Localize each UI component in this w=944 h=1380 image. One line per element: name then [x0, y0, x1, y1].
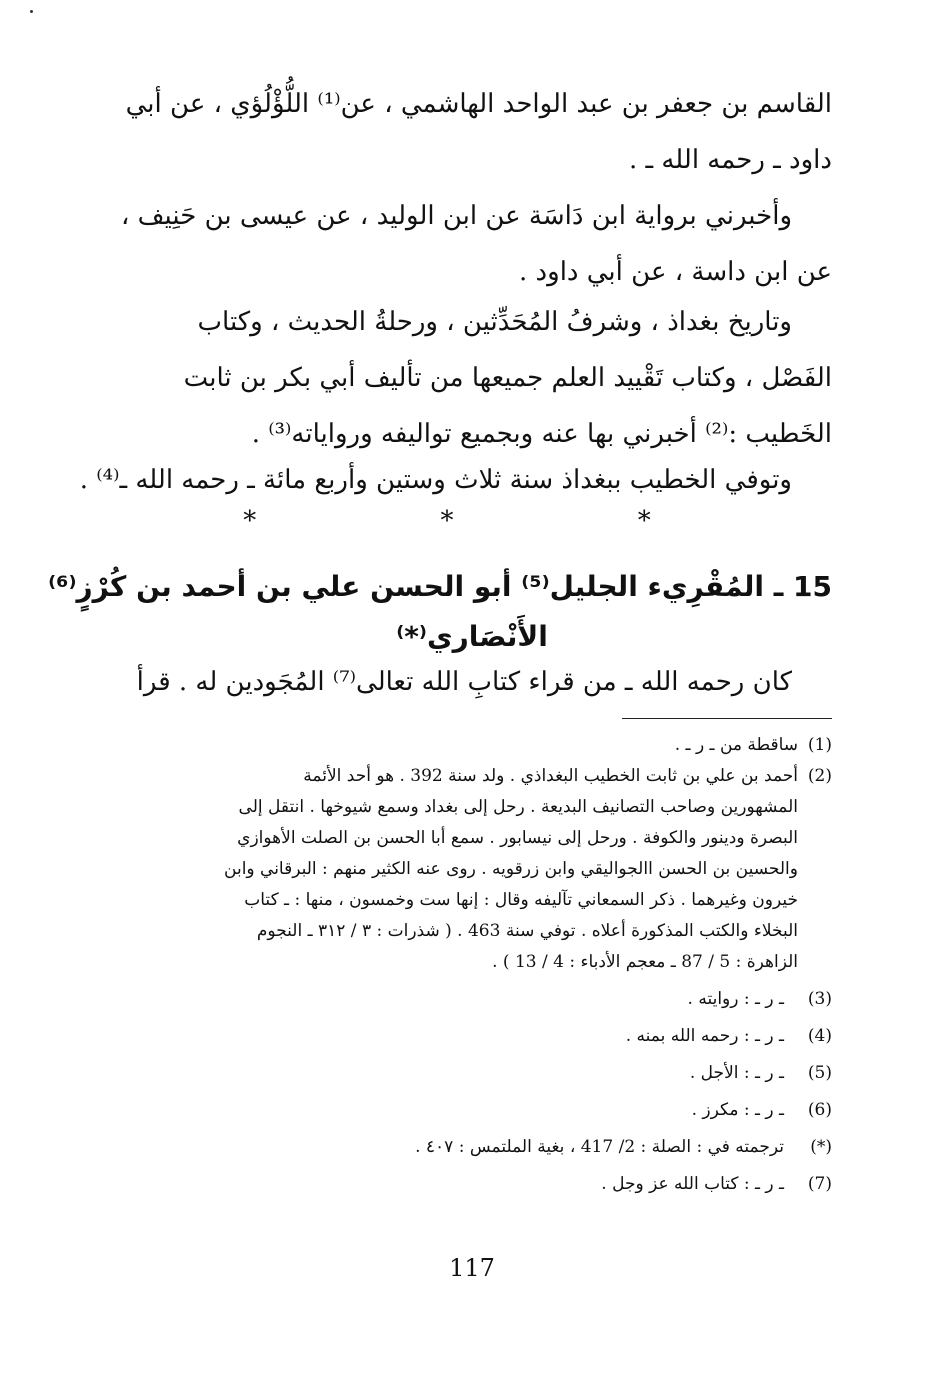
footnote-rule — [622, 718, 832, 719]
closing-paragraph — [112, 656, 832, 708]
footnote-line: خيرون وغيرهما . ذكر السمعاني تآليفه وقال : إنها ست وخمسون ، منها : ـ كتاب — [244, 890, 798, 910]
footnote-line: والحسين بن الحسن االجواليقي وابن زرقويه . روى عنه الكثير منهم : البرقاني وابن — [224, 859, 798, 879]
paragraph-line: الخَطيب :⁽²⁾ أخبرني بها عنه وبجميع تواليفه ورواياته⁽³⁾ . — [251, 419, 832, 449]
footnote-number: (3) — [807, 989, 832, 1009]
footnote — [112, 1132, 832, 1163]
footnote — [112, 761, 832, 978]
footnote-line: ـ ر ـ : مكرز . — [691, 1100, 784, 1120]
paragraph-3 — [112, 294, 832, 462]
scan-speck — [30, 10, 33, 13]
footnote-line: ـ ر ـ : روايته . — [687, 989, 784, 1009]
footnote-number: (6) — [807, 1100, 832, 1120]
paragraph-line: كان رحمه الله ـ من قراء كتابِ الله تعالى⁽⁷⁾ المُجَودين له . قرأ — [136, 667, 792, 697]
separator-star: * — [440, 506, 504, 536]
footnotes — [112, 730, 832, 1200]
separator-star: * — [637, 506, 701, 536]
footnote-line: ـ ر ـ : رحمه الله بمنه . — [625, 1026, 784, 1046]
footnote-line: ترجمته في : الصلة : 2/ 417 ، بغية الملتمس : ٤٠٧ . — [415, 1137, 784, 1157]
paragraph-2 — [112, 188, 832, 300]
separator-star: * — [243, 506, 307, 536]
footnote-line: ـ ر ـ : كتاب الله عز وجل . — [601, 1174, 784, 1194]
heading-line: الأَنْصَاري⁽*⁾ — [396, 620, 548, 653]
footnote-number: (*) — [810, 1137, 832, 1157]
footnote-number: (4) — [807, 1026, 832, 1046]
footnote-number: (1) — [807, 735, 832, 755]
paragraph-line: وتاريخ بغداذ ، وشرفُ المُحَدِّثين ، ورحلةُ الحديث ، وكتاب — [197, 307, 792, 337]
footnote — [112, 1021, 832, 1052]
footnote-number: (5) — [807, 1063, 832, 1083]
paragraph-line: وأخبرني برواية ابن دَاسَة عن ابن الوليد ، عن عيسى بن حَنِيف ، — [120, 201, 792, 231]
footnote-line: البخلاء والكتب المذكورة أعلاه . توفي سنة 463 . ( شذرات : ٣ / ٣١٢ ـ النجوم — [256, 921, 798, 941]
paragraph-line: القاسم بن جعفر بن عبد الواحد الهاشمي ، عن⁽¹⁾ اللُّؤْلُؤي ، عن أبي — [125, 89, 832, 119]
page-number: 117 — [449, 1254, 495, 1282]
footnote-line: المشهورين وصاحب التصانيف البديعة . رحل إلى بغداد وسمع شيوخها . انتقل إلى — [238, 797, 798, 817]
paragraph-line: داود ـ رحمه الله ـ . — [628, 145, 832, 175]
heading-line: 15 ـ المُقْرِيء الجليل⁽⁵⁾ أبو الحسن علي بن أحمد بن كُرْزٍ⁽⁶⁾ — [48, 570, 832, 603]
entry-heading — [48, 562, 832, 662]
footnote-line: البصرة ودينور والكوفة . ورحل إلى نيسابور . سمع أبا الحسن بن الصلت الأهوازي — [237, 828, 798, 848]
footnote-line: ـ ر ـ : الأجل . — [689, 1063, 784, 1083]
footnote-line: أحمد بن علي بن ثابت الخطيب البغداذي . ولد سنة 392 . هو أحد الأئمة — [303, 766, 798, 786]
footnote-line: الزاهرة : 5 / 87 ـ معجم الأدباء : 4 / 13 ) . — [492, 952, 798, 972]
footnote-number: (7) — [807, 1174, 832, 1194]
paragraph-line: الفَصْل ، وكتاب تَقْييد العلم جميعها من تأليف أبي بكر بن ثابت — [183, 363, 832, 393]
footnote-number: (2) — [807, 766, 832, 786]
footnote — [112, 984, 832, 1015]
footnote — [112, 730, 832, 761]
footnote — [112, 1058, 832, 1089]
paragraph-1 — [112, 76, 832, 188]
footnote — [112, 1169, 832, 1200]
footnote-line: ساقطة من ـ ر ـ . — [674, 735, 798, 755]
paragraph-line: عن ابن داسة ، عن أبي داود . — [519, 257, 832, 287]
footnote — [112, 1095, 832, 1126]
paragraph-4 — [79, 452, 832, 508]
section-separator — [0, 506, 944, 536]
paragraph-line: وتوفي الخطيب ببغداذ سنة ثلاث وستين وأربع مائة ـ رحمه الله ـ⁽⁴⁾ . — [79, 465, 792, 495]
